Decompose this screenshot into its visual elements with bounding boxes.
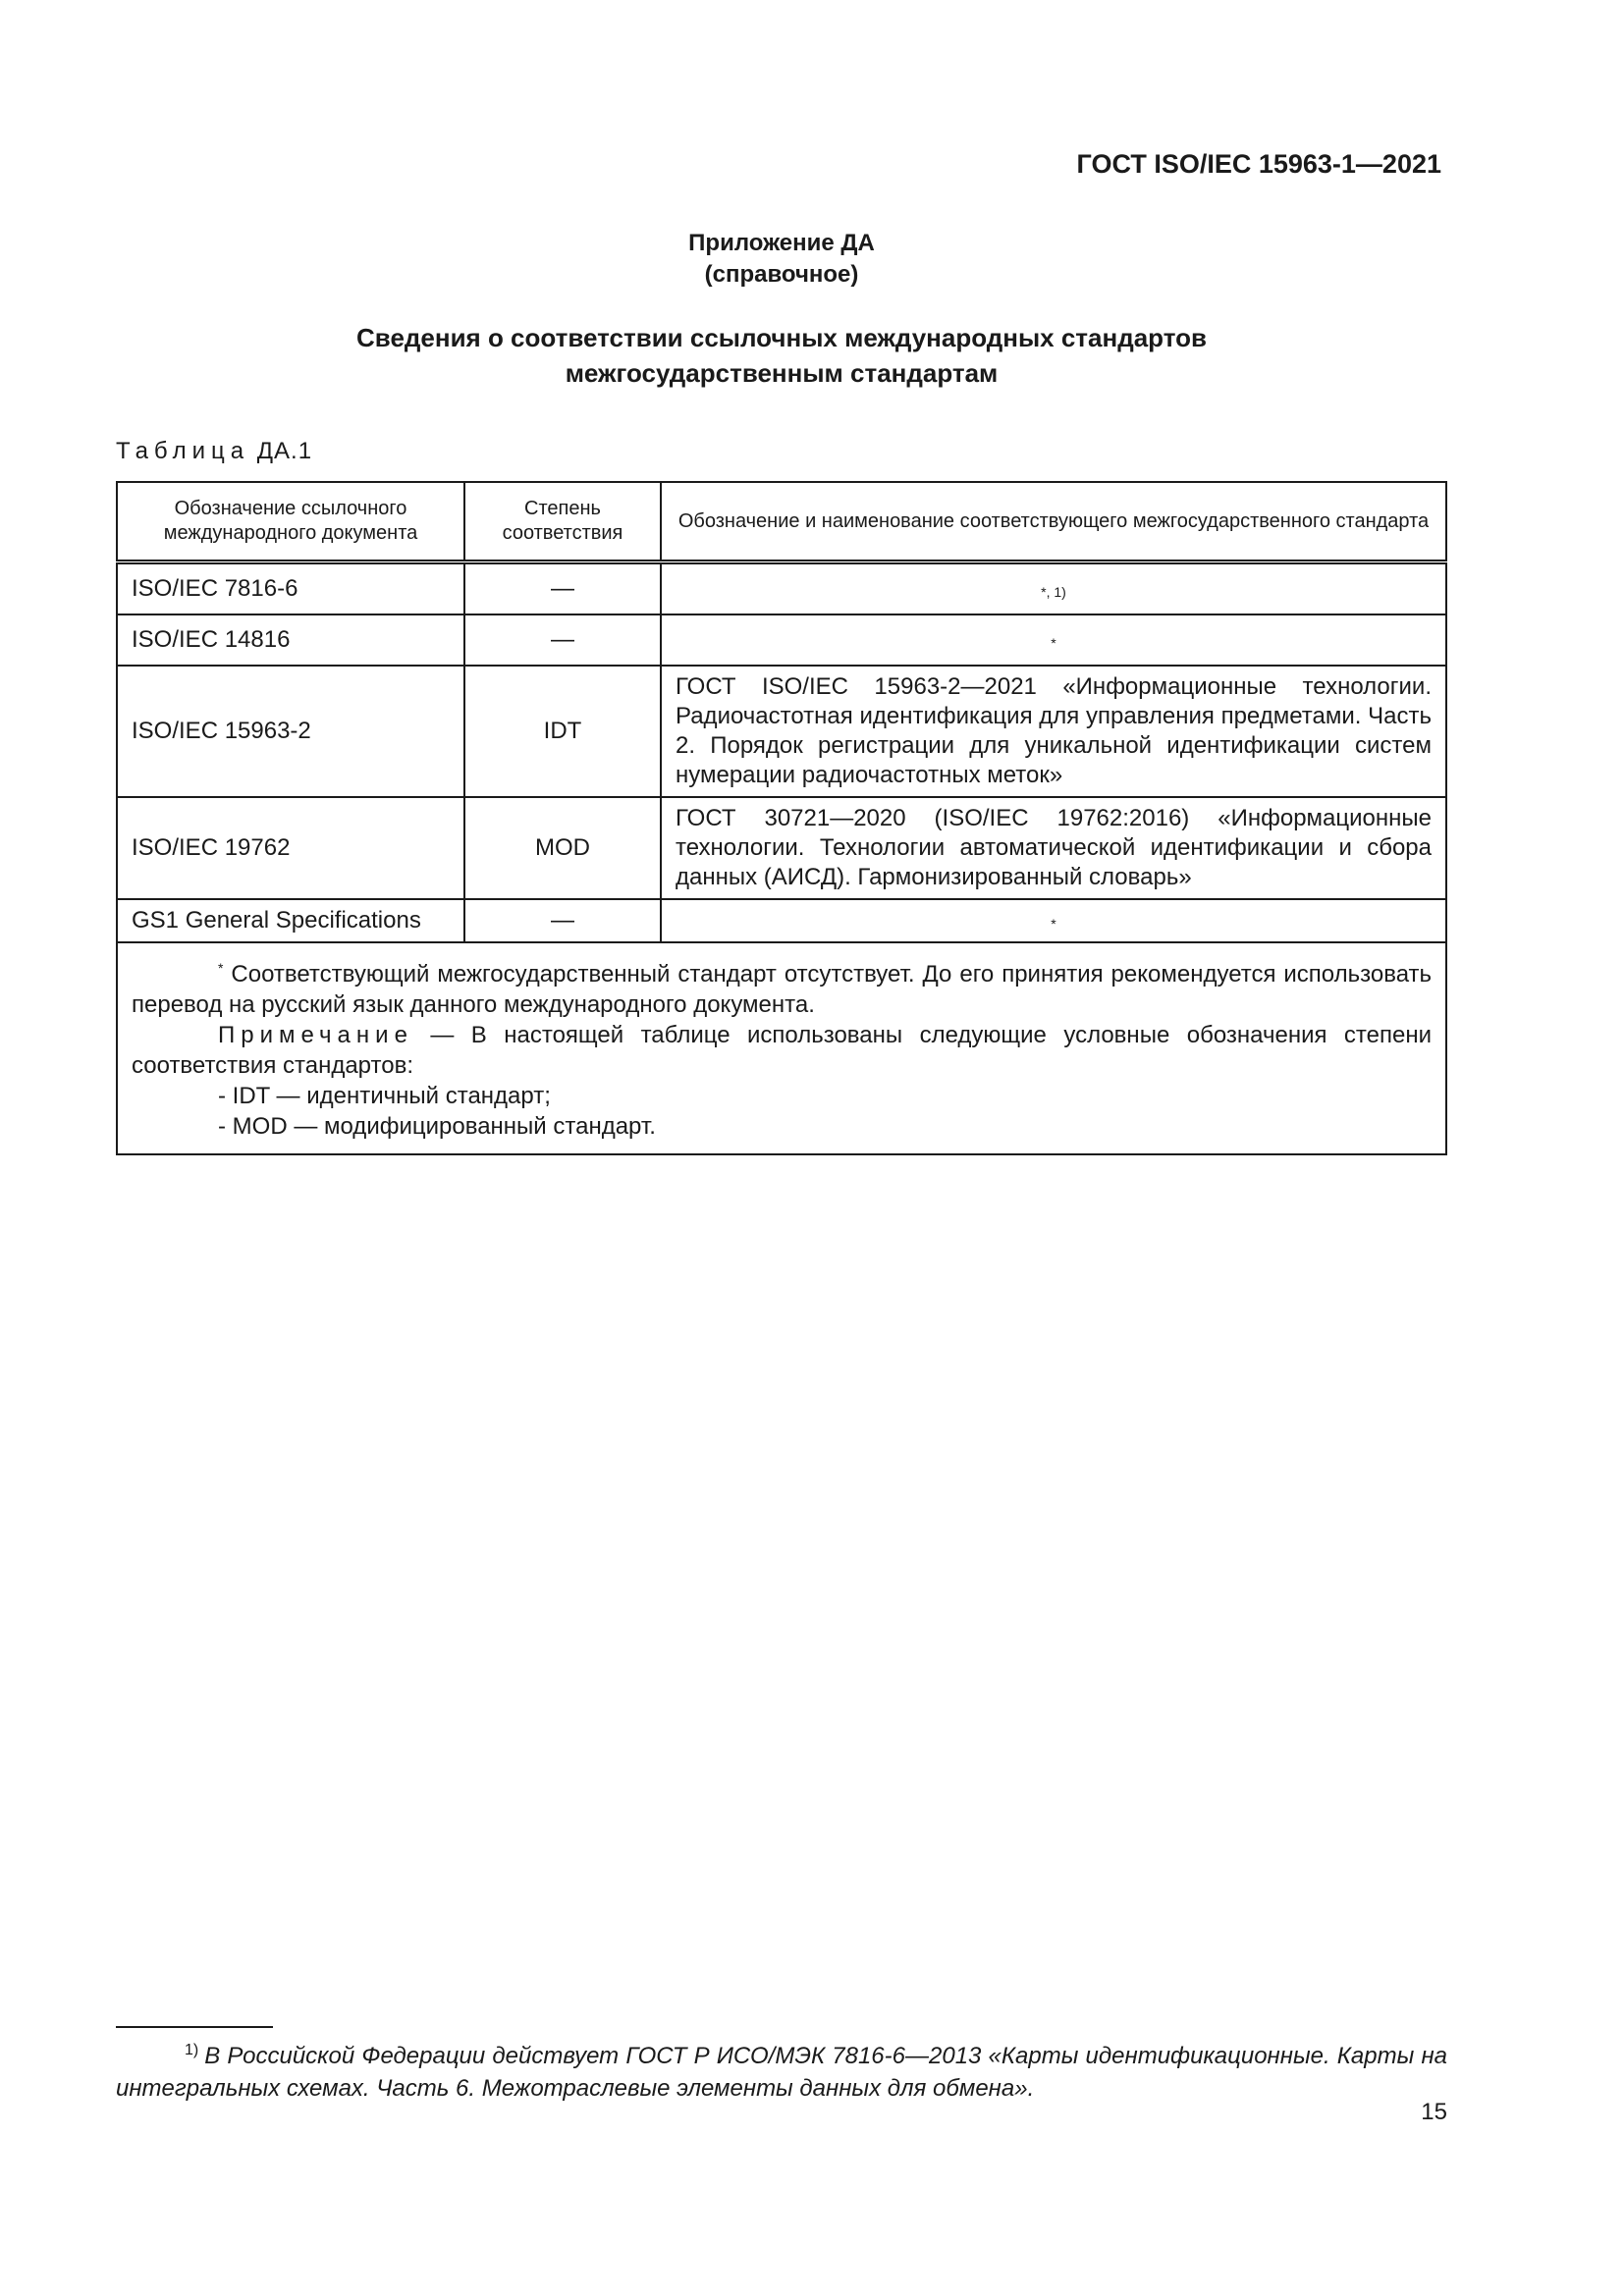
note-item-mod: - MOD — модифицированный стандарт. [218,1113,656,1140]
footnote-text: В Российской Федерации действует ГОСТ Р ИСО/МЭК 7816-6—2013 «Карты идентификационные. Карты на интегральных схемах. Часть 6. Межотраслевые элементы данных для обмена». [116,2043,1447,2102]
degree-cell: IDT [464,666,661,797]
footnote-mark: 1) [185,2042,199,2058]
table-row [117,666,1446,797]
table-caption-number: ДА.1 [256,438,313,464]
annex-kind: (справочное) [704,261,859,288]
designation-cell: ISO/IEC 15963-2 [117,666,464,797]
table-caption-label: Таблица [116,438,250,464]
table-header-row [117,482,1446,562]
column-header-degree: Степень соответствия [464,482,661,562]
degree-cell: MOD [464,797,661,899]
equivalent-standard-cell: ГОСТ 30721—2020 (ISO/IEC 19762:2016) «Информационные технологии. Технологии автоматической идентификации и сбора данных (АИСД). Гармонизированный словарь» [661,797,1446,899]
degree-cell: — [464,614,661,666]
table-row [117,614,1446,666]
footnote-mark-cell: *, 1) [661,562,1446,615]
designation-cell: ISO/IEC 14816 [117,614,464,666]
note-paragraph [132,1020,1432,1081]
footnote-mark-cell: * [661,614,1446,666]
annex-title: Приложение ДА [688,230,875,256]
table-row [117,899,1446,942]
designation-cell: GS1 General Specifications [117,899,464,942]
note-item-idt: - IDT — идентичный стандарт; [218,1083,551,1109]
degree-cell: — [464,562,661,615]
star-mark: * [218,960,224,976]
table-row [117,797,1446,899]
table-notes-cell [117,942,1446,1154]
note-label: Примечание [218,1022,413,1048]
document-code: ГОСТ ISO/IEC 15963-1—2021 [1076,149,1441,179]
table-caption [116,438,312,465]
footnote-mark-cell: * [661,899,1446,942]
annex-heading-line1: Сведения о соответствии ссылочных международных стандартов [356,323,1207,352]
star-note [132,953,1432,1020]
annex-heading-line2: межгосударственным стандартам [565,358,999,388]
designation-cell: ISO/IEC 7816-6 [117,562,464,615]
conformity-table [116,481,1447,1155]
page-number: 15 [1421,2099,1447,2125]
footnote [116,2034,1447,2105]
star-note-text: Соответствующий межгосударственный стандарт отсутствует. До его принятия рекомендуется использовать перевод на русский язык данного международного документа. [132,961,1433,1018]
annex-heading [0,320,1563,391]
table-notes-row [117,942,1446,1154]
designation-cell: ISO/IEC 19762 [117,797,464,899]
annex-header [0,228,1563,291]
degree-cell: — [464,899,661,942]
column-header-equivalent: Обозначение и наименование соответствующего межгосударственного стандарта [661,482,1446,562]
footnote-rule [116,2026,273,2028]
note-text: — В настоящей таблице использованы следующие условные обозначения степени соответствия стандартов: [132,1022,1432,1079]
column-header-designation: Обозначение ссылочного международного документа [117,482,464,562]
equivalent-standard-cell: ГОСТ ISO/IEC 15963-2—2021 «Информационные технологии. Радиочастотная идентификация для управления предметами. Часть 2. Порядок регистрации для уникальной идентификации систем нумерации радиочастотных меток» [661,666,1446,797]
table-row [117,562,1446,615]
